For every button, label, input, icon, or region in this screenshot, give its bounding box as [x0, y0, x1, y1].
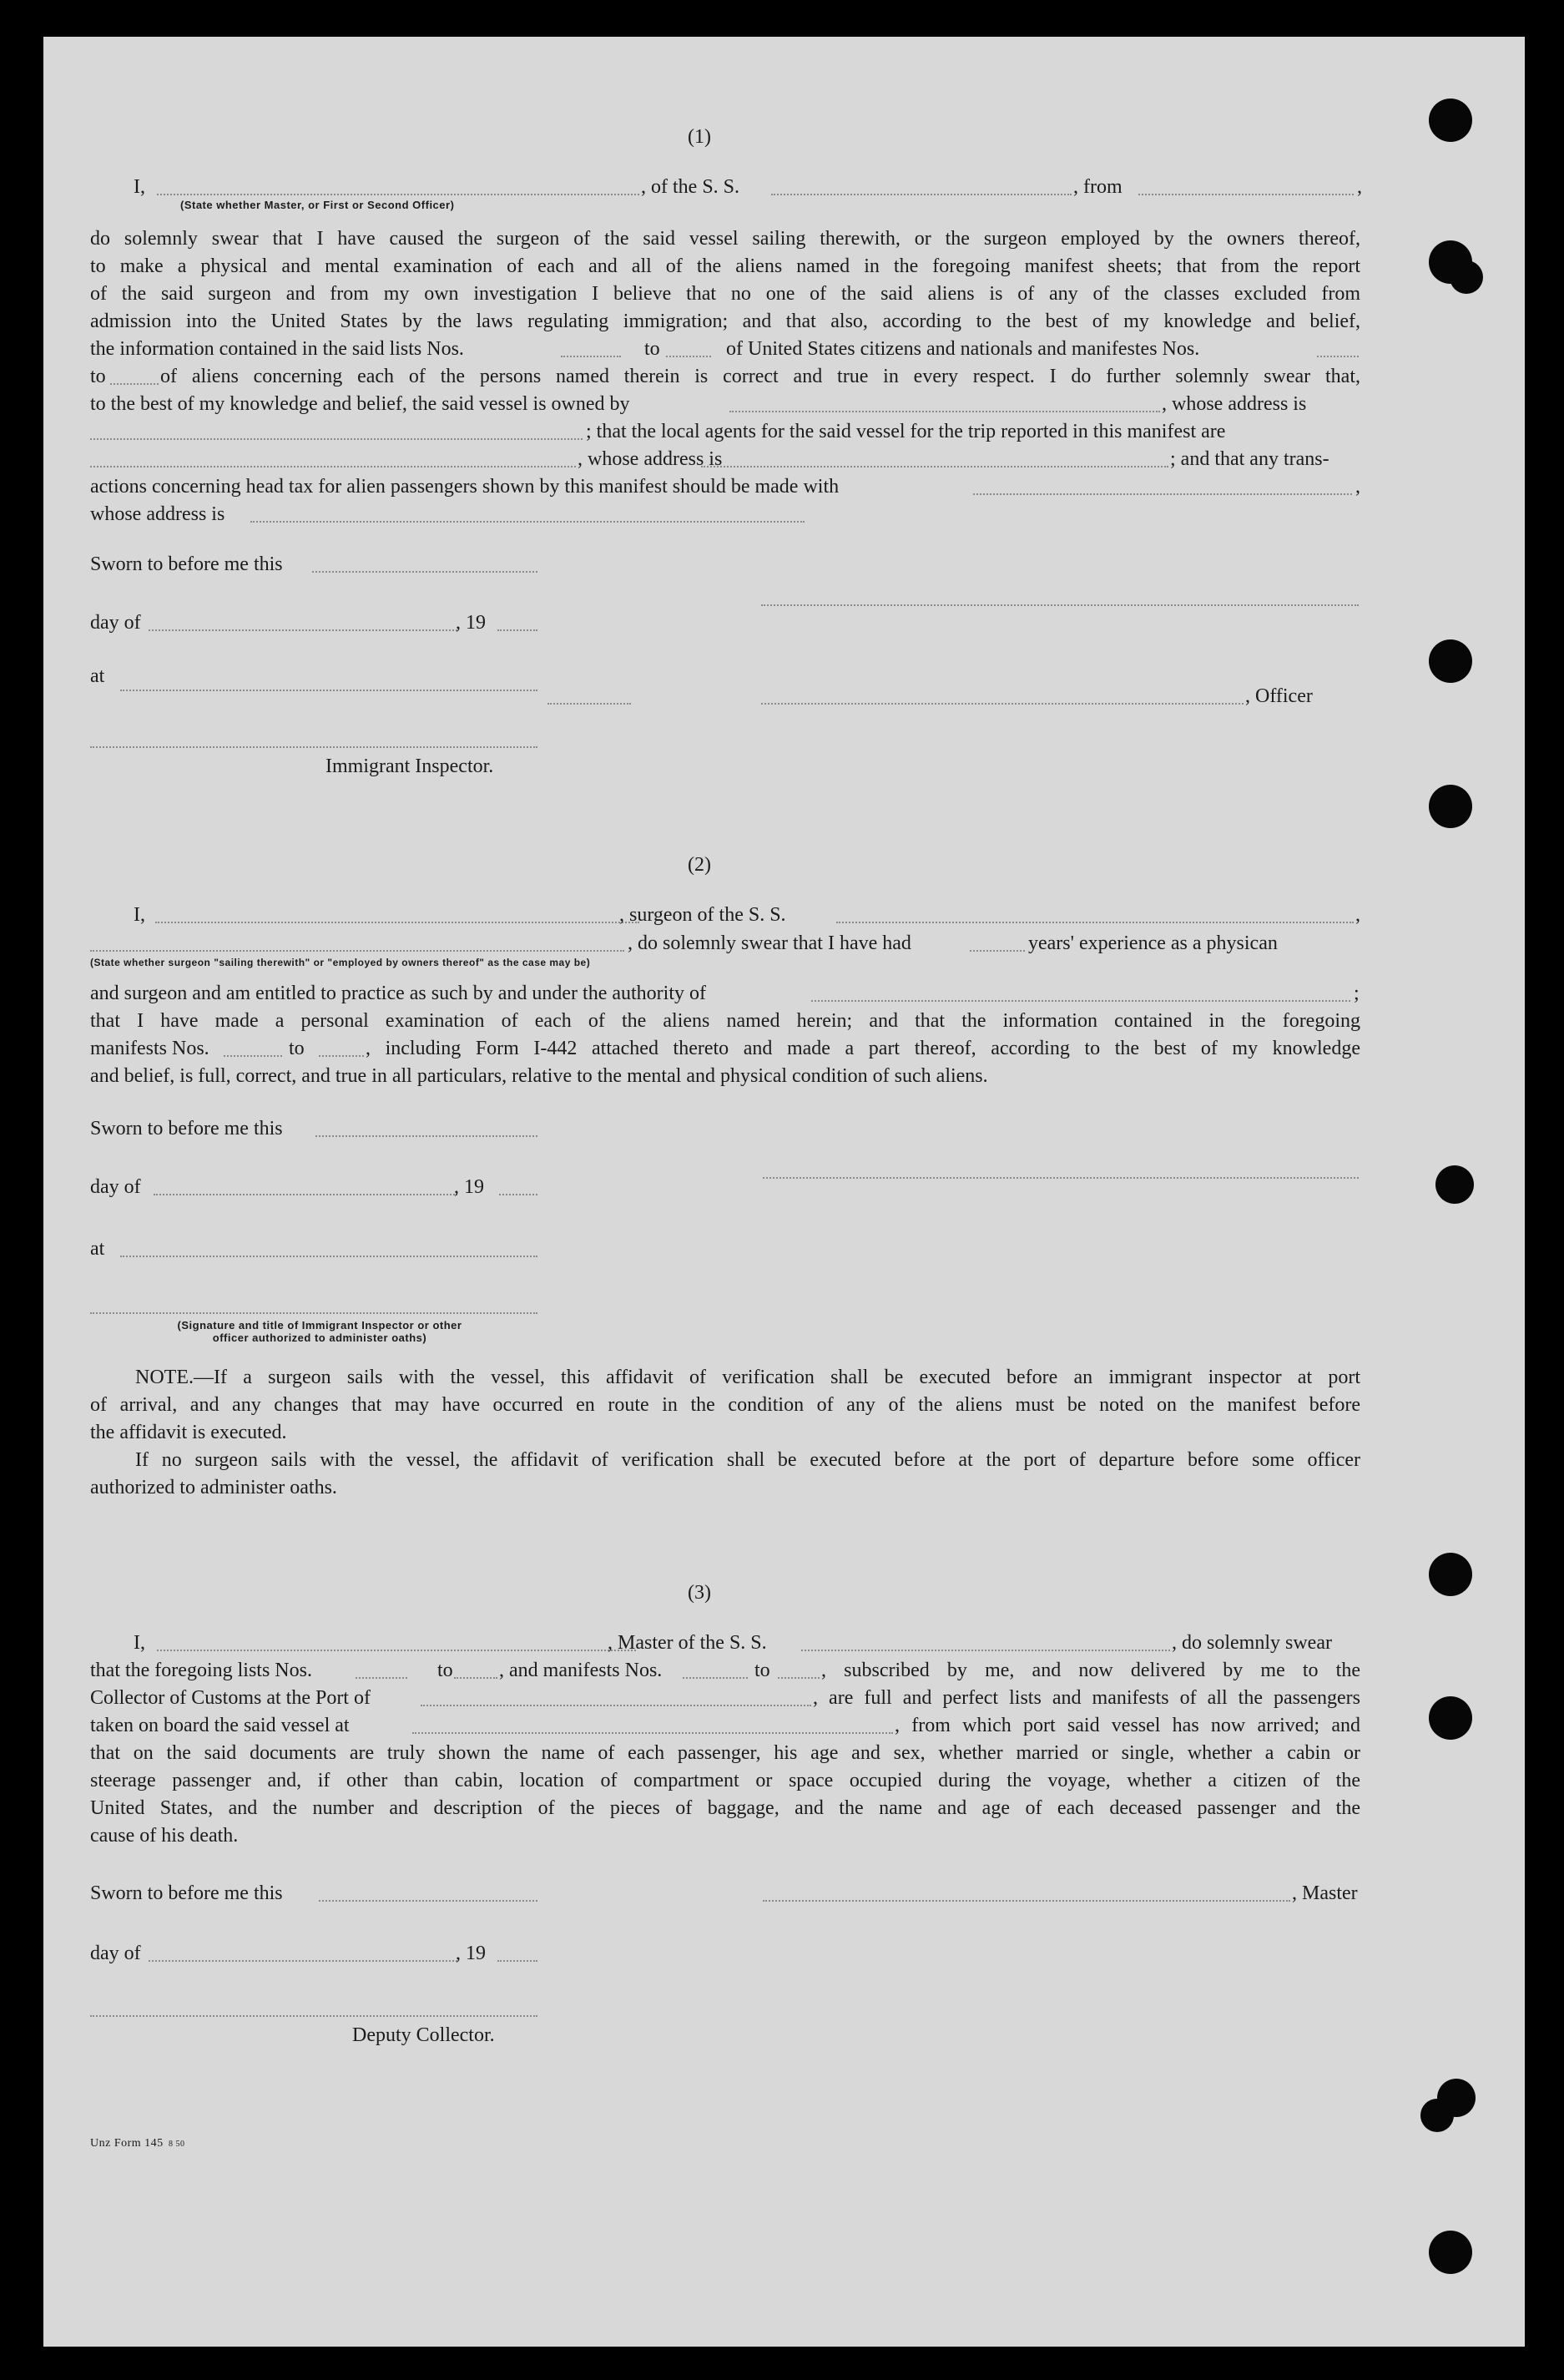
owned-text: to the best of my knowledge and belief, the said vessel is owned by: [90, 393, 630, 415]
citizen-list-from-field[interactable]: [561, 356, 621, 357]
master-of-label: , Master of the S. S.: [608, 1632, 767, 1654]
lists-text: the information contained in the said lists Nos.: [90, 338, 464, 360]
to-label: to: [289, 1038, 305, 1059]
i-label: I,: [134, 1632, 145, 1654]
signature-note: (Signature and title of Immigrant Inspector or other: [177, 1319, 462, 1331]
ship-name-field[interactable]: [771, 194, 1072, 195]
officer-line[interactable]: [547, 703, 631, 705]
solemnly-text: , do solemnly swear: [1172, 1632, 1332, 1654]
comma: ,: [1357, 176, 1362, 198]
day-of-label: day of: [90, 612, 141, 634]
i-label: I,: [134, 904, 145, 926]
section-1-body-line: do solemnly swear that I have caused the surgeon of the said vessel sailing therewith, or the surgeon employed by the owners thereof,: [90, 228, 1360, 250]
day-field[interactable]: [149, 629, 457, 631]
surgeon-note: (State whether surgeon "sailing therewith" or "employed by owners thereof" as the case may be): [90, 957, 591, 968]
year-field[interactable]: [499, 1194, 537, 1195]
section-1-body-line: admission into the United States by the laws regulating immigration; and that also, according to the best of my knowledge and belief,: [90, 311, 1360, 332]
agents-text: ; that the local agents for the said vessel for the trip reported in this manifest are: [586, 421, 1226, 442]
manifest-from-field[interactable]: [224, 1055, 282, 1057]
master-note: (State whether Master, or First or Second Officer): [180, 199, 455, 211]
subscribed-text: , subscribed by me, and now delivered by me to the: [821, 1660, 1360, 1681]
note-line: authorized to administer oaths.: [90, 1477, 337, 1498]
manifest-from-field[interactable]: [1317, 356, 1359, 357]
sworn-field[interactable]: [315, 1135, 537, 1137]
collector-text-end: , are full and perfect lists and manifests of all the passengers: [813, 1687, 1360, 1709]
of-ss-label: , of the S. S.: [641, 176, 740, 198]
binder-hole: [1429, 2231, 1472, 2274]
binder-hole: [1429, 785, 1472, 828]
master-name-field[interactable]: [157, 194, 639, 195]
inspector-line[interactable]: [90, 1312, 537, 1314]
head-tax-field[interactable]: [973, 493, 1352, 495]
list-to-field[interactable]: [454, 1677, 497, 1679]
inspector-line[interactable]: [90, 746, 537, 748]
manifest-to-field[interactable]: [319, 1055, 364, 1057]
belief-text: and belief, is full, correct, and true in all particulars, relative to the mental and physical condition of such aliens.: [90, 1065, 988, 1087]
owner-field[interactable]: [729, 411, 1160, 412]
from-label: , from: [1073, 176, 1123, 198]
form-page: [43, 37, 1525, 2347]
note-line: If no surgeon sails with the vessel, the affidavit of verification shall be executed before at the port of departure before some officer: [135, 1449, 1360, 1471]
at-label: at: [90, 1238, 105, 1260]
sworn-label: Sworn to before me this: [90, 553, 283, 575]
manifests-label: , and manifests Nos.: [499, 1660, 663, 1681]
head-tax-address-field[interactable]: [250, 521, 805, 523]
section-3-body-line: United States, and the number and description of the pieces of baggage, and the name and age of each deceased passenger and the: [90, 1797, 1360, 1819]
deputy-line[interactable]: [90, 2015, 537, 2017]
surgeon-type-field[interactable]: [90, 950, 624, 952]
binder-hole: [1429, 1696, 1472, 1740]
form-id: Unz Form 145: [90, 2137, 164, 2150]
list-from-field[interactable]: [356, 1677, 407, 1679]
at-field[interactable]: [120, 1256, 537, 1257]
whose-address-text: whose address is: [90, 503, 225, 525]
surgeon-of-label: , surgeon of the S. S.: [619, 904, 786, 926]
i-label: I,: [134, 176, 145, 198]
at-field[interactable]: [120, 690, 537, 691]
citizens-text: of United States citizens and nationals and manifestes Nos.: [726, 338, 1200, 360]
address-text: , whose address is: [1162, 393, 1307, 415]
surgeon-ship-field[interactable]: [836, 922, 1354, 923]
day-field[interactable]: [154, 1194, 457, 1195]
section-1-body-line: of the said surgeon and from my own investigation I believe that no one of the said aliens is of any of the classes excluded from: [90, 283, 1360, 305]
inspector-label: Immigrant Inspector.: [325, 755, 494, 777]
section-1-body-line: to make a physical and mental examination of each and all of the aliens named in the foregoing manifest sheets; that from the report: [90, 255, 1360, 277]
signature-line[interactable]: [763, 1177, 1359, 1179]
transactions-text: ; and that any trans-: [1170, 448, 1329, 470]
from-port-field[interactable]: [1138, 194, 1354, 195]
to-label: to: [90, 366, 106, 387]
manifest-from-field[interactable]: [683, 1677, 748, 1679]
agents-address-text: , whose address is: [578, 448, 723, 470]
collector-text: Collector of Customs at the Port of: [90, 1687, 371, 1709]
at-label: at: [90, 665, 105, 687]
authority-field[interactable]: [811, 1000, 1350, 1002]
binder-hole: [1435, 1165, 1474, 1204]
aliens-text: of aliens concerning each of the persons named therein is correct and true in every respect. I do further solemnly swear that,: [160, 366, 1360, 387]
day-of-label: day of: [90, 1176, 141, 1198]
to-label: to: [644, 338, 660, 360]
years-field[interactable]: [970, 950, 1025, 952]
section-3-body-line: cause of his death.: [90, 1825, 239, 1847]
binder-hole: [1450, 260, 1483, 294]
taken-text-end: , from which port said vessel has now arrived; and: [895, 1715, 1360, 1736]
comma: ,: [1355, 904, 1360, 926]
lists-label: that the foregoing lists Nos.: [90, 1660, 312, 1681]
master-name-field[interactable]: [157, 1650, 636, 1651]
deputy-label: Deputy Collector.: [352, 2024, 495, 2046]
citizen-list-to-field[interactable]: [666, 356, 711, 357]
section-1-number: (1): [688, 126, 711, 148]
year-label: , 19: [454, 1176, 484, 1198]
years-text: years' experience as a physican: [1028, 932, 1278, 954]
to-label: to: [754, 1660, 770, 1681]
day-of-label: day of: [90, 1943, 141, 1964]
year-label: , 19: [456, 612, 486, 634]
section-3-body-line: that on the said documents are truly shown the name of each passenger, his age and sex, whether married or single, whether a cabin or: [90, 1742, 1360, 1764]
section-3-body-line: steerage passenger and, if other than cabin, location of compartment or space occupied during the voyage, whether a citizen of the: [90, 1770, 1360, 1791]
year-field[interactable]: [497, 629, 537, 631]
head-tax-text: actions concerning head tax for alien passengers shown by this manifest should be made with: [90, 476, 840, 498]
master-signature-field[interactable]: [763, 1900, 1290, 1902]
form-mark: 8 50: [169, 2140, 185, 2149]
agents-field[interactable]: [90, 466, 576, 467]
examination-text: that I have made a personal examination of each of the aliens named herein; and that the information contained in the foregoing: [90, 1010, 1360, 1032]
semicolon: ;: [1354, 983, 1360, 1004]
section-2-number: (2): [688, 854, 711, 876]
ship-name-field[interactable]: [801, 1650, 1170, 1651]
including-text: , including Form I-442 attached thereto and made a part thereof, according to the best of my knowledge: [366, 1038, 1360, 1059]
sworn-label: Sworn to before me this: [90, 1118, 283, 1139]
manifest-to-field[interactable]: [778, 1677, 820, 1679]
section-3-number: (3): [688, 1582, 711, 1604]
sworn-field[interactable]: [312, 571, 537, 573]
note-line: NOTE.—If a surgeon sails with the vessel, this affidavit of verification shall be executed before an immigrant inspector at port: [135, 1367, 1360, 1388]
master-label: , Master: [1292, 1882, 1358, 1904]
signature-line[interactable]: [761, 604, 1359, 606]
surgeon-name-field[interactable]: [155, 922, 639, 923]
note-line: the affidavit is executed.: [90, 1422, 287, 1443]
taken-text: taken on board the said vessel at: [90, 1715, 350, 1736]
day-field[interactable]: [149, 1960, 457, 1962]
agents-address-field[interactable]: [701, 466, 1168, 467]
solemnly-text: , do solemnly swear that I have had: [628, 932, 911, 954]
officer-field[interactable]: [761, 703, 1244, 705]
year-field[interactable]: [497, 1960, 537, 1962]
owner-address-field[interactable]: [90, 438, 583, 440]
sworn-field[interactable]: [319, 1900, 537, 1902]
signature-note: officer authorized to administer oaths): [212, 1331, 427, 1344]
binder-hole: [1429, 1553, 1472, 1596]
taken-port-field[interactable]: [412, 1732, 893, 1734]
manifests-label: manifests Nos.: [90, 1038, 209, 1059]
year-label: , 19: [456, 1943, 486, 1964]
port-field[interactable]: [421, 1705, 811, 1706]
manifest-to-field[interactable]: [110, 383, 159, 385]
officer-label: , Officer: [1245, 685, 1313, 707]
binder-hole: [1429, 99, 1472, 142]
authority-text: and surgeon and am entitled to practice as such by and under the authority of: [90, 983, 706, 1004]
to-label: to: [437, 1660, 453, 1681]
comma: ,: [1355, 476, 1360, 498]
binder-hole: [1429, 639, 1472, 683]
note-line: of arrival, and any changes that may have occurred en route in the condition of any of the aliens must be noted on the manifest before: [90, 1394, 1360, 1416]
sworn-label: Sworn to before me this: [90, 1882, 283, 1904]
binder-hole: [1420, 2099, 1454, 2132]
